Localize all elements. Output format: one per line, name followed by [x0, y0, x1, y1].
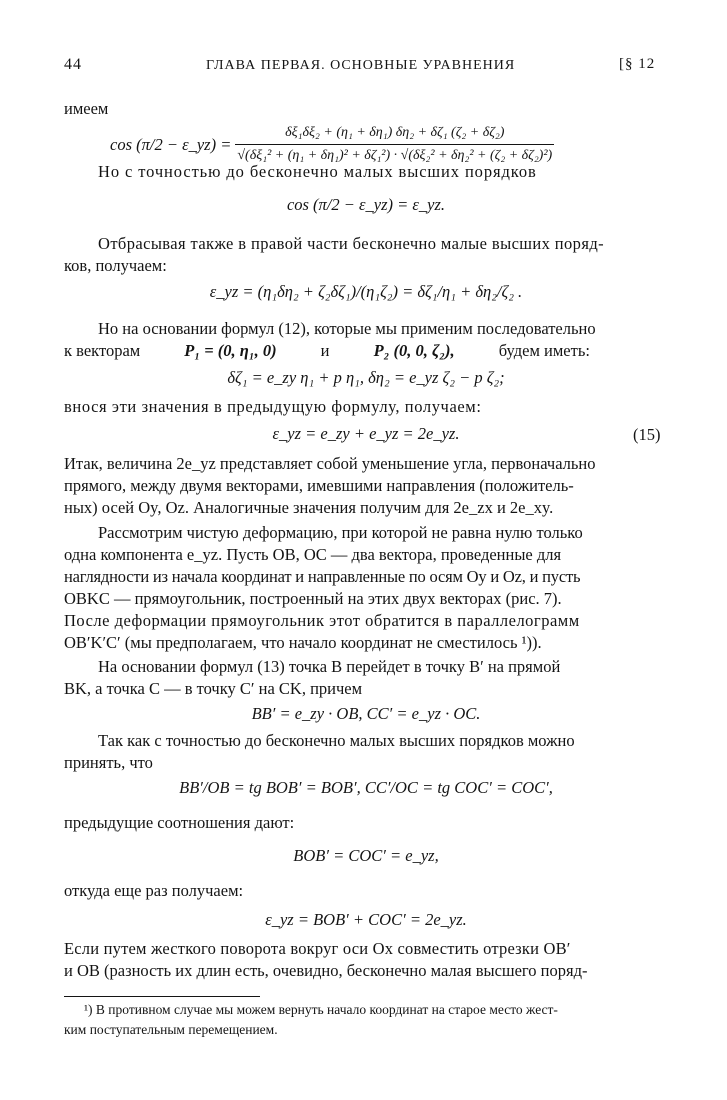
vector-p1: P₁ = (0, η₁, 0) — [184, 341, 277, 360]
paragraph-8-line-1: Так как с точностью до бесконечно малых высших порядков можно — [98, 731, 575, 750]
equation-8: BOB′ = COC′ = e_yz, — [293, 846, 439, 865]
text-k-vektoram: к векторам — [64, 341, 141, 360]
paragraph-6-line-3: наглядности из начала координат и направленные по осям Oy и Oz, и пусть — [64, 567, 581, 586]
paragraph-9: предыдущие соотношения дают: — [64, 813, 295, 832]
equation-4: δζ₁ = e_zy η₁ + p η₁, δη₂ = e_yz ζ₂ − p ζ₂; — [227, 368, 505, 387]
paragraph-6-line-6: OB′K′C′ (мы предполагаем, что начало координат не сместилось ¹)). — [64, 633, 542, 652]
footnote-line-1: ¹) В противном случае мы можем вернуть начало координат на старое место жест- — [84, 1002, 558, 1017]
paragraph-5-line-1: Итак, величина 2e_yz представляет собой уменьшение угла, первоначально — [64, 454, 596, 473]
equation-1-lhs: cos (π/2 − ε_yz) = — [110, 134, 232, 154]
text-i: и — [320, 341, 330, 360]
paragraph-5-line-2: прямого, между двумя векторами, имевшими направления (положитель- — [64, 476, 574, 495]
equation-6: BB′ = e_zy · OB, CC′ = e_yz · OC. — [251, 704, 481, 723]
equation-5: ε_yz = e_zy + e_yz = 2e_yz. — [272, 424, 460, 443]
equation-3: ε_yz = (η₁δη₂ + ζ₂δζ₁)/(η₁ζ₂) = δζ₁/η₁ + δη₂/ζ₂ . — [209, 282, 523, 301]
paragraph-2-line-1: Отбрасывая также в правой части бесконечно малые высших поряд- — [98, 234, 605, 253]
footnote-line-2: ким поступательным перемещением. — [64, 1022, 278, 1037]
equation-1-numerator: δξ₁δξ₂ + (η₁ + δη₁) δη₂ + δζ₁ (ζ₂ + δζ₂) — [235, 122, 554, 145]
paragraph-2-line-2: ков, получаем: — [64, 256, 167, 275]
vector-p2: P₂ (0, 0, ζ₂), — [373, 341, 455, 360]
equation-7: BB′/OB = tg BOB′ = BOB′, CC′/OC = tg COC′ = COC′, — [179, 778, 553, 797]
paragraph-1: Но с точностью до бесконечно малых высших порядков — [98, 162, 537, 181]
running-title: ГЛАВА ПЕРВАЯ. ОСНОВНЫЕ УРАВНЕНИЯ — [206, 58, 516, 73]
footnote-rule — [64, 996, 260, 997]
paragraph-6-line-2: одна компонента e_yz. Пусть OB, OC — два вектора, проведенные для — [64, 545, 562, 564]
equation-1-denominator: √(δξ₁² + (η₁ + δη₁)² + δζ₁²) · √(δξ₂² + δη₂² + (ζ₂ + δζ₂)²) — [237, 148, 553, 163]
paragraph-11-line-1: Если путем жесткого поворота вокруг оси Ox совместить отрезки OB′ — [64, 939, 571, 958]
paragraph-4: внося эти значения в предыдущую формулу, получаем: — [64, 397, 482, 416]
text-budem-imet: будем иметь: — [498, 341, 590, 360]
equation-9: ε_yz = BOB′ + COC′ = 2e_yz. — [265, 910, 467, 929]
paragraph-8-line-2: принять, что — [64, 753, 153, 772]
paragraph-3-line-2 — [64, 340, 590, 362]
paragraph-6-line-4: OBKC — прямоугольник, построенный на этих двух векторах (рис. 7). — [64, 589, 562, 608]
paragraph-5-line-3: ных) осей Oy, Oz. Аналогичные значения получим для 2e_zx и 2e_xy. — [64, 498, 554, 517]
paragraph-6-line-1: Рассмотрим чистую деформацию, при которой не равна нулю только — [98, 523, 583, 542]
paragraph-3-line-1: Но на основании формул (12), которые мы применим последовательно — [98, 319, 596, 338]
equation-5-number: (15) — [633, 425, 661, 444]
text-imeem: имеем — [64, 99, 109, 118]
paragraph-7-line-2: BK, а точка C — в точку C′ на CK, причем — [64, 679, 363, 698]
page-number: 44 — [64, 56, 82, 73]
section-ref: [§ 12 — [619, 56, 656, 72]
paragraph-11-line-2: и OB (разность их длин есть, очевидно, бесконечно малая высшего поряд- — [64, 961, 588, 980]
paragraph-7-line-1: На основании формул (13) точка B перейдет в точку B′ на прямой — [98, 657, 561, 676]
paragraph-10: откуда еще раз получаем: — [64, 881, 244, 900]
paragraph-6-line-5: После деформации прямоугольник этот обратится в параллелограмм — [64, 611, 580, 630]
equation-2: cos (π/2 − ε_yz) = ε_yz. — [286, 195, 446, 214]
